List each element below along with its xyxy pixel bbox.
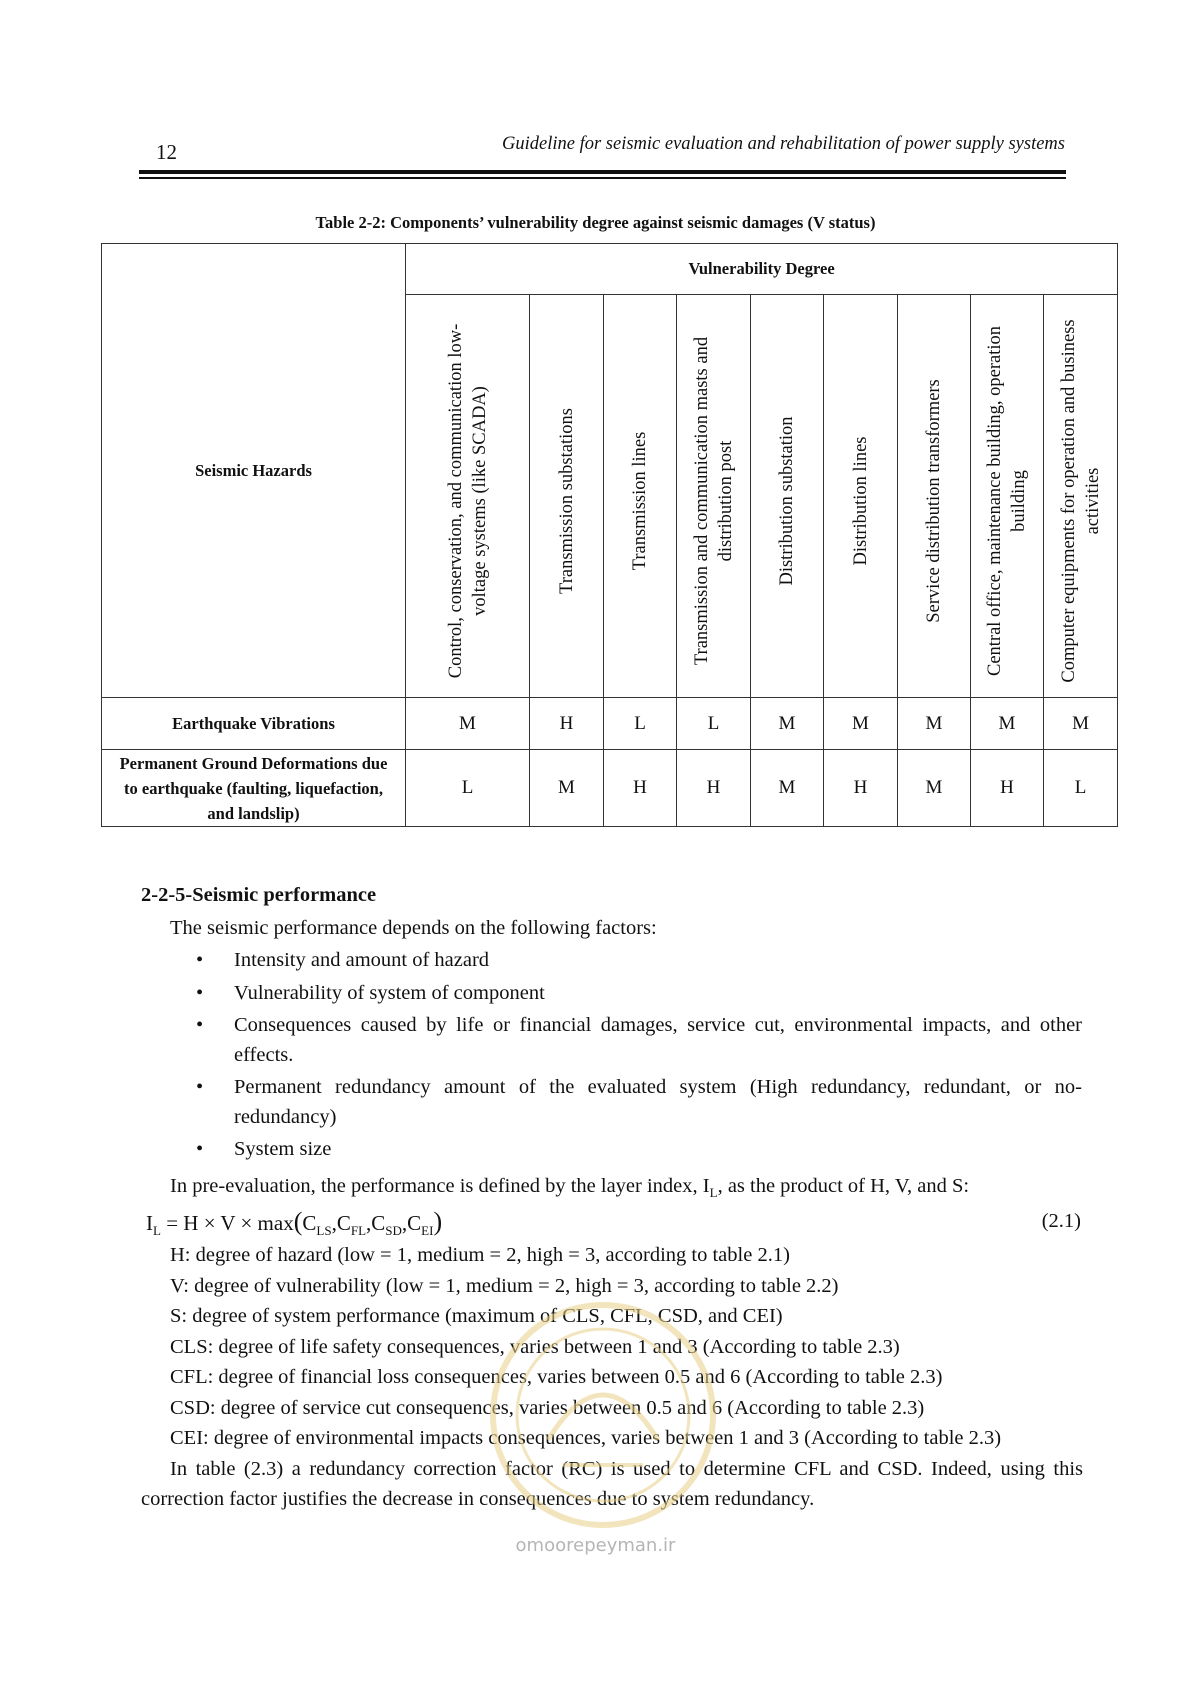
table-cell: M [406, 698, 530, 750]
bullet-icon: • [196, 1138, 204, 1160]
table-row [102, 698, 1118, 750]
eq-separator: , [401, 1211, 408, 1235]
eq-term: C [371, 1211, 386, 1235]
eq-subscript: SD [385, 1223, 402, 1239]
eq-lhs: I [146, 1211, 153, 1235]
bullet-icon: • [196, 949, 204, 971]
column-header-text: Transmission lines [630, 431, 650, 571]
eq-expression: = H × V × max [160, 1211, 294, 1235]
list-item [196, 946, 1082, 976]
bullet-icon: • [196, 1076, 204, 1098]
definition-item: CLS: degree of life safety consequences, varies between 1 and 3 (According to table 2.3) [170, 1335, 900, 1358]
eq-separator: , [366, 1211, 372, 1235]
table-cell: L [604, 698, 677, 750]
equation-number: (2.1) [1041, 1210, 1081, 1232]
column-header-text: Distribution lines [850, 436, 871, 566]
column-header-text: Central office, maintenance building, operation building [985, 326, 1029, 677]
vulnerability-degree-header: Vulnerability Degree [406, 244, 1118, 295]
column-header-text: Control, conservation, and communication low-voltage systems (like SCADA) [445, 323, 490, 679]
row-label: Permanent Ground Deformations due to earthquake (faulting, liquefaction, and landslip) [102, 750, 406, 827]
table-cell: L [677, 698, 751, 750]
table-caption: Table 2-2: Components’ vulnerability degree against seismic damages (V status) [315, 213, 876, 232]
closing-paragraph: In table (2.3) a redundancy correction factor (RC) is used to determine CFL and CSD. Indeed, using this correction factor justifies the decrease in consequences due to system redundancy. [141, 1458, 1083, 1510]
eq-separator: , [331, 1211, 337, 1235]
column-header [971, 295, 1044, 698]
table-cell: L [1044, 750, 1118, 827]
column-header [530, 295, 604, 698]
preeval-paragraph [170, 1172, 969, 1207]
bullet-icon: • [196, 981, 204, 1004]
eq-subscript: FL [350, 1223, 367, 1239]
table-cell: H [824, 750, 898, 827]
list-item-text: Vulnerability of system of component [234, 981, 545, 1004]
table-cell: M [751, 750, 824, 827]
list-item [196, 979, 1082, 1009]
list-item [196, 1135, 1082, 1165]
eq-subscript: LS [316, 1223, 332, 1239]
list-item-text: Consequences caused by life or financial damages, service cut, environmental impacts, and other effects. [234, 1014, 1082, 1066]
bullet-icon: • [196, 1014, 204, 1036]
table-cell: M [898, 750, 971, 827]
header-rule-thick [139, 170, 1066, 174]
section-heading: 2-2-5-Seismic performance [141, 884, 377, 906]
column-header-text: Computer equipments for operation and business activities [1058, 319, 1103, 683]
column-header-text: Transmission and communication masts and distribution post [691, 336, 736, 666]
header-rule-thin [139, 177, 1066, 179]
table-cell: M [751, 698, 824, 750]
eq-term: C [407, 1211, 422, 1235]
column-header [406, 295, 530, 698]
list-item [196, 1073, 1082, 1132]
table-cell: M [898, 698, 971, 750]
column-header-text: Distribution substation [777, 416, 797, 586]
list-item-text: System size [234, 1138, 332, 1160]
column-header [677, 295, 751, 698]
vulnerability-table [101, 243, 1118, 827]
table-cell: M [824, 698, 898, 750]
definition-item: S: degree of system performance (maximum of CLS, CFL, CSD, and CEI) [170, 1305, 783, 1327]
page-number: 12 [156, 140, 177, 164]
eq-open-paren: ( [293, 1207, 303, 1236]
table-row [102, 750, 1118, 827]
column-header-text: Service distribution transformers [924, 379, 944, 623]
table-cell: M [530, 750, 604, 827]
eq-term: C [302, 1211, 317, 1235]
definition-item: V: degree of vulnerability (low = 1, medium = 2, high = 3, according to table 2.2) [170, 1274, 839, 1297]
table-cell: M [1044, 698, 1118, 750]
eq-subscript: EI [421, 1223, 434, 1239]
table-cell: L [406, 750, 530, 827]
seismic-hazards-header: Seismic Hazards [102, 244, 406, 698]
preeval-text: In pre-evaluation, the performance is defined by the layer index, I [170, 1175, 710, 1197]
running-header-title: Guideline for seismic evaluation and rehabilitation of power supply systems [502, 134, 1065, 154]
definition-item: CEI: degree of environmental impacts consequences, varies between 1 and 3 (According to table 2.3) [170, 1427, 1002, 1449]
preeval-subscript: L [709, 1185, 718, 1201]
definition-item: CSD: degree of service cut consequences, varies between 0.5 and 6 (According to table 2.3) [170, 1396, 925, 1419]
column-header [1044, 295, 1118, 698]
table-cell: H [677, 750, 751, 827]
column-header [824, 295, 898, 698]
eq-term: C [336, 1211, 351, 1235]
table-cell: M [971, 698, 1044, 750]
definition-item: CFL: degree of financial loss consequences, varies between 0.5 and 6 (According to table 2.3) [170, 1366, 943, 1388]
table-cell: H [971, 750, 1044, 827]
equation-2-1 [146, 1207, 442, 1239]
table-cell: H [530, 698, 604, 750]
eq-lhs-subscript: L [153, 1223, 161, 1239]
watermark-text: omoorepeyman.ir [515, 1535, 676, 1556]
table-cell: H [604, 750, 677, 827]
factors-list [196, 946, 1082, 1168]
definition-item: H: degree of hazard (low = 1, medium = 2, high = 3, according to table 2.1) [170, 1244, 790, 1266]
preeval-text-end: , as the product of H, V, and S: [717, 1175, 970, 1197]
column-header [898, 295, 971, 698]
row-label: Earthquake Vibrations [102, 698, 406, 750]
eq-close-paren: ) [433, 1207, 443, 1236]
column-header [604, 295, 677, 698]
column-header [751, 295, 824, 698]
column-header-text: Transmission substations [556, 408, 577, 594]
watermark-seal-icon [478, 1290, 728, 1540]
list-item-text: Permanent redundancy amount of the evaluated system (High redundancy, redundant, or no-redundancy) [234, 1076, 1082, 1128]
intro-paragraph: The seismic performance depends on the following factors: [170, 917, 657, 939]
list-item [196, 1011, 1082, 1070]
list-item-text: Intensity and amount of hazard [234, 949, 490, 971]
